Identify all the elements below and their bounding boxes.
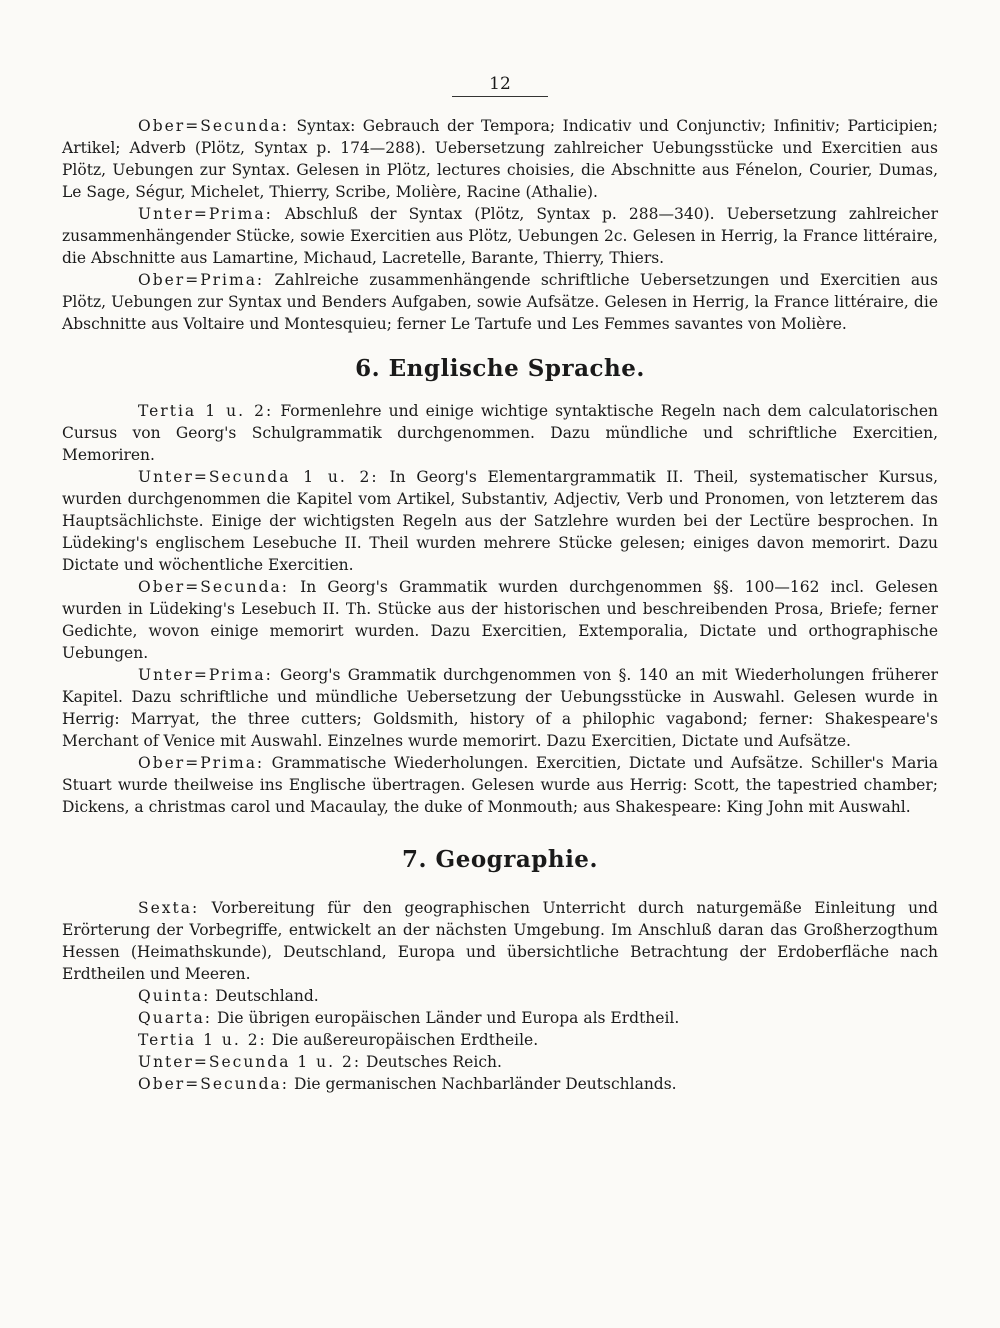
class-label: Unter=Secunda 1 u. 2: xyxy=(138,1053,362,1071)
class-label: Tertia 1 u. 2: xyxy=(138,1031,267,1049)
paragraph-text: Syntax: Gebrauch der Tempora; Indicativ und Conjunctiv; Infinitiv; Participien; Artikel; Adverb (Plötz, Syntax p. 174—288). Uebersetzung zahlreicher Uebungsstücke und Exercitien aus Plötz, Uebungen zur Syntax. Gelesen in Plötz, lectures choisies, die Abschnitte aus Fénelon, Courier, Dumas, Le Sage, Ségur, Michelet, Thierry, Scribe, Molière, Racine (Athalie). xyxy=(62,117,938,201)
class-label: Quarta: xyxy=(138,1009,213,1027)
page-number: 12 xyxy=(452,74,548,97)
paragraph xyxy=(62,203,938,269)
list-item xyxy=(62,985,938,1007)
paragraph xyxy=(62,269,938,335)
paragraph-text: Abschluß der Syntax (Plötz, Syntax p. 288—340). Uebersetzung zahlreicher zusammenhängender Stücke, sowie Exercitien aus Plötz, Uebungen 2c. Gelesen in Herrig, la France littéraire, die Abschnitte aus Lamartine, Michaud, Lacretelle, Barante, Thierry, Thiers. xyxy=(62,205,938,267)
english-section xyxy=(62,400,938,818)
list-item-text: Deutschland. xyxy=(215,987,319,1005)
class-label: Unter=Prima: xyxy=(138,205,273,223)
list-item-text: Die germanischen Nachbarländer Deutschlands. xyxy=(293,1075,677,1093)
french-section xyxy=(62,115,938,335)
list-item xyxy=(62,1051,938,1073)
paragraph-text: Formenlehre und einige wichtige syntaktische Regeln nach dem calculatorischen Cursus von Georg's Schulgrammatik durchgenommen. Dazu mündliche und schriftliche Exercitien, Memoriren. xyxy=(62,402,938,464)
paragraph xyxy=(62,115,938,203)
section-heading-english: 6. Englische Sprache. xyxy=(355,355,645,382)
list-item-text: Deutsches Reich. xyxy=(366,1053,502,1071)
class-label: Tertia 1 u. 2: xyxy=(138,402,274,420)
paragraph-text: Vorbereitung für den geographischen Unterricht durch naturgemäße Einleitung und Erörterung der Vorbegriffe, entwickelt an der nächsten Umgebung. Im Anschluß daran das Großherzogthum Hessen (Heimathskunde), Deutschland, Europa und übersichtliche Betrachtung der Erdoberfläche nach Erdtheilen und Meeren. xyxy=(62,899,938,983)
class-label: Ober=Secunda: xyxy=(138,1075,290,1093)
class-label: Ober=Prima: xyxy=(138,754,265,772)
class-label: Ober=Secunda: xyxy=(138,578,290,596)
geography-section xyxy=(62,897,938,1095)
paragraph xyxy=(62,400,938,466)
class-label: Quinta: xyxy=(138,987,211,1005)
paragraph xyxy=(62,664,938,752)
class-label: Ober=Secunda: xyxy=(138,117,290,135)
list-item xyxy=(62,1073,938,1095)
list-item-text: Die übrigen europäischen Länder und Europa als Erdtheil. xyxy=(216,1009,680,1027)
class-label: Sexta: xyxy=(138,899,200,917)
class-label: Ober=Prima: xyxy=(138,271,265,289)
list-item-text: Die außereuropäischen Erdtheile. xyxy=(271,1031,539,1049)
paragraph xyxy=(62,576,938,664)
section-heading-geography: 7. Geographie. xyxy=(402,846,598,873)
paragraph-text: Grammatische Wiederholungen. Exercitien, Dictate und Aufsätze. Schiller's Maria Stuart wurde theilweise ins Englische übertragen. Gelesen wurde aus Herrig: Scott, the tapestried chamber; Dickens, a christmas carol und Macaulay, the duke of Monmouth; aus Shakespeare: King John mit Auswahl. xyxy=(62,754,938,816)
class-label: Unter=Secunda 1 u. 2: xyxy=(138,468,379,486)
class-label: Unter=Prima: xyxy=(138,666,273,684)
list-item xyxy=(62,1007,938,1029)
paragraph-text: In Georg's Grammatik wurden durchgenommen §§. 100—162 incl. Gelesen wurden in Lüdeking's Lesebuch II. Th. Stücke aus der historischen und beschreibenden Prosa, Briefe; ferner Gedichte, wovon einige memorirt wurden. Dazu Exercitien, Extemporalia, Dictate und orthographische Uebungen. xyxy=(62,578,938,662)
list-item xyxy=(62,1029,938,1051)
paragraph-text: Georg's Grammatik durchgenommen von §. 140 an mit Wiederholungen früherer Kapitel. Dazu schriftliche und mündliche Uebersetzung der Uebungsstücke in Auswahl. Gelesen wurde in Herrig: Marryat, the three cutters; Goldsmith, history of a philophic vagabond; ferner: Shakespeare's Merchant of Venice mit Auswahl. Einzelnes wurde memorirt. Dazu Exercitien, Dictate und Aufsätze. xyxy=(62,666,938,750)
paragraph xyxy=(62,897,938,985)
paragraph-text: Zahlreiche zusammenhängende schriftliche Uebersetzungen und Exercitien aus Plötz, Uebungen zur Syntax und Benders Aufgaben, sowie Aufsätze. Gelesen in Herrig, la France littéraire, die Abschnitte aus Voltaire und Montesquieu; ferner Le Tartufe und Les Femmes savantes von Molière. xyxy=(62,271,938,333)
paragraph xyxy=(62,752,938,818)
paragraph-text: In Georg's Elementargrammatik II. Theil, systematischer Kursus, wurden durchgenommen die Kapitel vom Artikel, Substantiv, Adjectiv, Verb und Pronomen, von letzterem das Hauptsächlichste. Einige der wichtigsten Regeln aus der Satzlehre wurden bei der Lectüre besprochen. In Lüdeking's englischem Lesebuche II. Theil wurden mehrere Stücke gelesen; einiges davon memorirt. Dazu Dictate und wöchentliche Exercitien. xyxy=(62,468,938,574)
document-page xyxy=(62,74,938,1095)
paragraph xyxy=(62,466,938,576)
